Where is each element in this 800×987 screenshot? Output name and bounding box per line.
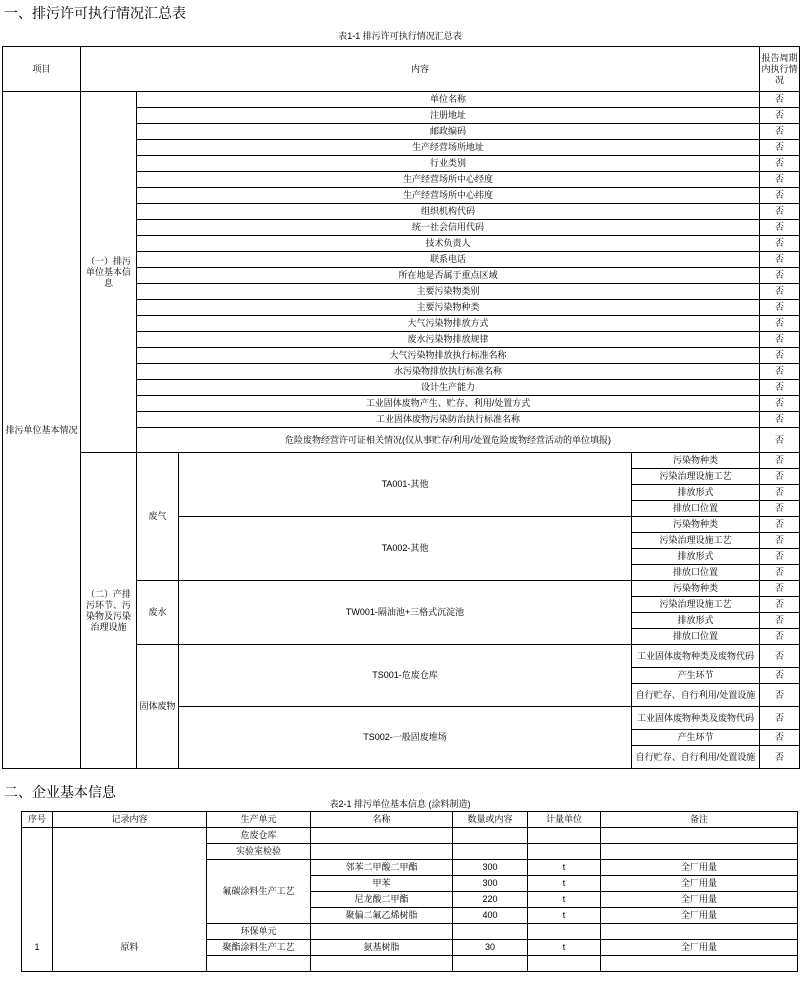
item-label: 污染治理设施工艺 — [632, 533, 760, 549]
item-status: 否 — [760, 501, 800, 517]
row-label: 生产经营场所中心经度 — [137, 172, 760, 188]
row-label: 危险废物经营许可证相关情况(仅从事贮存/利用/处置危险废物经营活动的单位填报) — [137, 428, 760, 453]
item-status: 否 — [760, 549, 800, 565]
row-status: 否 — [760, 364, 800, 380]
enterprise-info-table — [21, 811, 798, 972]
row-status: 否 — [760, 204, 800, 220]
measure-cell — [528, 924, 601, 940]
header-item: 项目 — [3, 47, 81, 92]
item-label: 排放口位置 — [632, 565, 760, 581]
material-qty: 220 — [453, 892, 528, 908]
row-label: 注册地址 — [137, 108, 760, 124]
row-status: 否 — [760, 316, 800, 332]
measure-cell — [528, 956, 601, 972]
item-status: 否 — [760, 684, 800, 707]
material-measure: t — [528, 892, 601, 908]
row-status: 否 — [760, 252, 800, 268]
row-label: 设计生产能力 — [137, 380, 760, 396]
material-name: 尼龙酸二甲酯 — [311, 892, 453, 908]
row-status: 否 — [760, 236, 800, 252]
measure-cell — [528, 828, 601, 844]
table-row — [3, 453, 800, 469]
item-label: 排放形式 — [632, 613, 760, 629]
header-note: 备注 — [601, 812, 798, 828]
item-status: 否 — [760, 645, 800, 668]
note-cell — [601, 828, 798, 844]
group-label: 排污单位基本情况 — [3, 92, 81, 769]
item-label: 污染治理设施工艺 — [632, 597, 760, 613]
material-name: 氨基树脂 — [311, 940, 453, 956]
item-status: 否 — [760, 469, 800, 485]
name-cell — [311, 956, 453, 972]
item-label: 排放形式 — [632, 485, 760, 501]
row-status: 否 — [760, 332, 800, 348]
row-label: 所在地是否属于重点区域 — [137, 268, 760, 284]
item-status: 否 — [760, 730, 800, 746]
row-label: 单位名称 — [137, 92, 760, 108]
qty-cell — [453, 956, 528, 972]
waste-water-label: 废水 — [137, 581, 179, 645]
item-label: 自行贮存、自行利用/处置设施 — [632, 684, 760, 707]
header-no: 序号 — [22, 812, 53, 828]
row-label: 统一社会信用代码 — [137, 220, 760, 236]
row-label: 技术负责人 — [137, 236, 760, 252]
row-status: 否 — [760, 156, 800, 172]
item-label: 排放形式 — [632, 549, 760, 565]
row-status: 否 — [760, 300, 800, 316]
header-record: 记录内容 — [53, 812, 207, 828]
row-label: 废水污染物排放规律 — [137, 332, 760, 348]
outlet-name: TS002-一般固废堆场 — [179, 707, 632, 769]
row-status: 否 — [760, 172, 800, 188]
item-status: 否 — [760, 707, 800, 730]
table-row — [22, 828, 798, 844]
production-unit: 聚酯涂料生产工艺 — [207, 940, 311, 956]
item-label: 产生环节 — [632, 730, 760, 746]
item-status: 否 — [760, 581, 800, 597]
material-qty: 30 — [453, 940, 528, 956]
row-label: 水污染物排放执行标准名称 — [137, 364, 760, 380]
section-title-2: 二、企业基本信息 — [4, 784, 116, 800]
row-label: 联系电话 — [137, 252, 760, 268]
material-measure: t — [528, 940, 601, 956]
item-label: 工业固体废物种类及废物代码 — [632, 645, 760, 668]
note-cell — [601, 844, 798, 860]
row-status: 否 — [760, 284, 800, 300]
name-cell — [311, 924, 453, 940]
item-status: 否 — [760, 629, 800, 645]
emission-section-label: （二）产排污环节、污染物及污染治理设施 — [81, 453, 137, 769]
item-status: 否 — [760, 517, 800, 533]
row-status: 否 — [760, 188, 800, 204]
row-status: 否 — [760, 92, 800, 108]
record-content: 原料 — [53, 828, 207, 972]
waste-gas-label: 废气 — [137, 453, 179, 581]
production-unit: 危废仓库 — [207, 828, 311, 844]
row-status: 否 — [760, 428, 800, 453]
item-status: 否 — [760, 485, 800, 501]
item-label: 污染物种类 — [632, 517, 760, 533]
item-status: 否 — [760, 668, 800, 684]
item-label: 自行贮存、自行利用/处置设施 — [632, 746, 760, 769]
row-label: 主要污染物种类 — [137, 300, 760, 316]
material-note: 全厂用量 — [601, 860, 798, 876]
row-status: 否 — [760, 124, 800, 140]
header-unit: 生产单元 — [207, 812, 311, 828]
production-unit: 氟碳涂料生产工艺 — [207, 860, 311, 924]
row-label: 组织机构代码 — [137, 204, 760, 220]
row-status: 否 — [760, 348, 800, 364]
basic-info-label: （一）排污单位基本信息 — [81, 92, 137, 453]
row-status: 否 — [760, 268, 800, 284]
item-label: 污染物种类 — [632, 453, 760, 469]
material-note: 全厂用量 — [601, 940, 798, 956]
row-label: 大气污染物排放方式 — [137, 316, 760, 332]
solid-waste-label: 固体废物 — [137, 645, 179, 769]
row-status: 否 — [760, 396, 800, 412]
row-label: 邮政编码 — [137, 124, 760, 140]
row-label: 工业固体废物污染防治执行标准名称 — [137, 412, 760, 428]
item-label: 污染治理设施工艺 — [632, 469, 760, 485]
item-status: 否 — [760, 533, 800, 549]
row-status: 否 — [760, 220, 800, 236]
header-qty: 数量或内容 — [453, 812, 528, 828]
note-cell — [601, 924, 798, 940]
header-name: 名称 — [311, 812, 453, 828]
item-status: 否 — [760, 453, 800, 469]
row-status: 否 — [760, 140, 800, 156]
material-qty: 300 — [453, 860, 528, 876]
row-status: 否 — [760, 380, 800, 396]
note-cell — [601, 956, 798, 972]
measure-cell — [528, 844, 601, 860]
item-label: 工业固体废物种类及废物代码 — [632, 707, 760, 730]
outlet-name: TS001-危废仓库 — [179, 645, 632, 707]
outlet-name: TW001-隔油池+三格式沉淀池 — [179, 581, 632, 645]
row-status: 否 — [760, 412, 800, 428]
material-measure: t — [528, 908, 601, 924]
header-content: 内容 — [81, 47, 760, 92]
item-status: 否 — [760, 613, 800, 629]
item-label: 产生环节 — [632, 668, 760, 684]
name-cell — [311, 828, 453, 844]
section-title-1: 一、排污许可执行情况汇总表 — [4, 5, 186, 21]
material-name: 甲苯 — [311, 876, 453, 892]
qty-cell — [453, 828, 528, 844]
item-label: 排放口位置 — [632, 629, 760, 645]
header-measure: 计量单位 — [528, 812, 601, 828]
row-label: 生产经营场所中心纬度 — [137, 188, 760, 204]
material-note: 全厂用量 — [601, 908, 798, 924]
row-label: 工业固体废物产生、贮存、利用/处置方式 — [137, 396, 760, 412]
qty-cell — [453, 924, 528, 940]
material-note: 全厂用量 — [601, 892, 798, 908]
material-qty: 300 — [453, 876, 528, 892]
material-note: 全厂用量 — [601, 876, 798, 892]
table-row — [3, 92, 800, 108]
row-label: 主要污染物类别 — [137, 284, 760, 300]
material-name: 邻苯二甲酸二甲酯 — [311, 860, 453, 876]
material-measure: t — [528, 860, 601, 876]
material-measure: t — [528, 876, 601, 892]
row-number: 1 — [22, 828, 53, 972]
item-status: 否 — [760, 565, 800, 581]
permit-summary-table — [2, 46, 800, 769]
outlet-name: TA002-其他 — [179, 517, 632, 581]
item-status: 否 — [760, 746, 800, 769]
item-label: 污染物种类 — [632, 581, 760, 597]
name-cell — [311, 844, 453, 860]
qty-cell — [453, 844, 528, 860]
unit-cell — [207, 956, 311, 972]
row-status: 否 — [760, 108, 800, 124]
table2-caption: 表2-1 排污单位基本信息 (涂料制造) — [329, 799, 471, 809]
item-label: 排放口位置 — [632, 501, 760, 517]
material-qty: 400 — [453, 908, 528, 924]
outlet-name: TA001-其他 — [179, 453, 632, 517]
row-label: 生产经营场所地址 — [137, 140, 760, 156]
row-label: 行业类别 — [137, 156, 760, 172]
production-unit: 实验室检验 — [207, 844, 311, 860]
header-status: 报告周期内执行情况 — [760, 47, 800, 92]
item-status: 否 — [760, 597, 800, 613]
production-unit: 环保单元 — [207, 924, 311, 940]
material-name: 聚偏二氟乙烯树脂 — [311, 908, 453, 924]
table1-caption: 表1-1 排污许可执行情况汇总表 — [338, 31, 462, 41]
row-label: 大气污染物排放执行标准名称 — [137, 348, 760, 364]
